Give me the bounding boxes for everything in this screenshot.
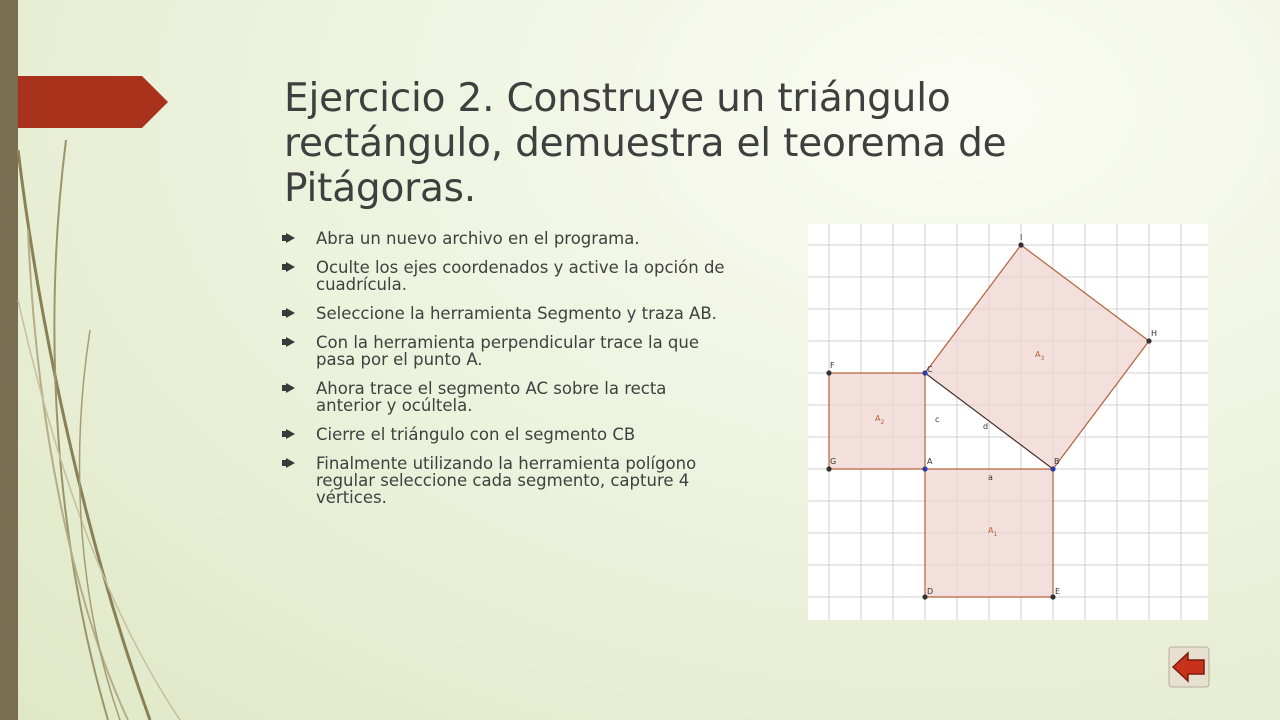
- label-point-e: E: [1055, 587, 1061, 596]
- point-i: [1018, 242, 1023, 247]
- list-item-text: Cierre el triángulo con el segmento CB: [316, 425, 636, 444]
- point-h: [1146, 338, 1151, 343]
- list-item-text: Ahora trace el segmento AC sobre la recta anterior y ocúltela.: [316, 379, 667, 415]
- bullet-arrow-icon: [286, 383, 295, 393]
- bullet-arrow-icon: [286, 429, 295, 439]
- label-area-a3: $A_3$: [1035, 350, 1045, 362]
- bullet-arrow-icon: [286, 337, 295, 347]
- bullet-arrow-icon: [286, 308, 295, 318]
- point-g: [826, 466, 831, 471]
- point-a: [922, 466, 927, 471]
- list-item: [286, 426, 736, 443]
- point-b: [1050, 466, 1055, 471]
- bullet-arrow-icon: [286, 458, 295, 468]
- label-area-a1: $A_1$: [988, 526, 998, 538]
- list-item-text: Seleccione la herramienta Segmento y traza AB.: [316, 304, 717, 323]
- label-area-a2: $A_2$: [875, 414, 885, 426]
- label-point-d: D: [927, 587, 934, 596]
- list-item: [286, 305, 736, 322]
- label-point-f: F: [830, 361, 835, 370]
- label-segment-c: c: [935, 415, 940, 424]
- label-point-b: B: [1054, 457, 1060, 466]
- label-point-c: C: [927, 365, 933, 374]
- bullet-arrow-icon: [286, 262, 295, 272]
- label-segment-d: d: [983, 422, 989, 431]
- instruction-list: [286, 230, 736, 518]
- geometry-canvas: [808, 224, 1208, 620]
- list-item: [286, 334, 736, 368]
- list-item: [286, 455, 736, 506]
- list-item-text: Oculte los ejes coordenados y active la opción de cuadrícula.: [316, 258, 725, 294]
- list-item: [286, 259, 736, 293]
- label-segment-a: a: [988, 473, 993, 482]
- list-item: [286, 380, 736, 414]
- back-button[interactable]: [1168, 646, 1210, 688]
- title-accent-tab: [0, 76, 168, 128]
- list-item-text: Con la herramienta perpendicular trace la que pasa por el punto A.: [316, 333, 700, 369]
- list-item-text: Finalmente utilizando la herramienta polígono regular seleccione cada segmento, capture 4 vértices.: [316, 454, 697, 507]
- list-item: [286, 230, 736, 247]
- label-point-a: A: [927, 457, 933, 466]
- list-item-text: Abra un nuevo archivo en el programa.: [316, 229, 640, 248]
- label-point-g: G: [830, 457, 837, 466]
- pythagoras-figure: [808, 224, 1208, 620]
- slide-title: Ejercicio 2. Construye un triángulo rectángulo, demuestra el teorema de Pitágoras.: [284, 76, 1007, 211]
- point-f: [826, 370, 831, 375]
- label-point-h: H: [1151, 329, 1158, 338]
- bullet-arrow-icon: [286, 233, 295, 243]
- label-point-i: I: [1020, 233, 1023, 242]
